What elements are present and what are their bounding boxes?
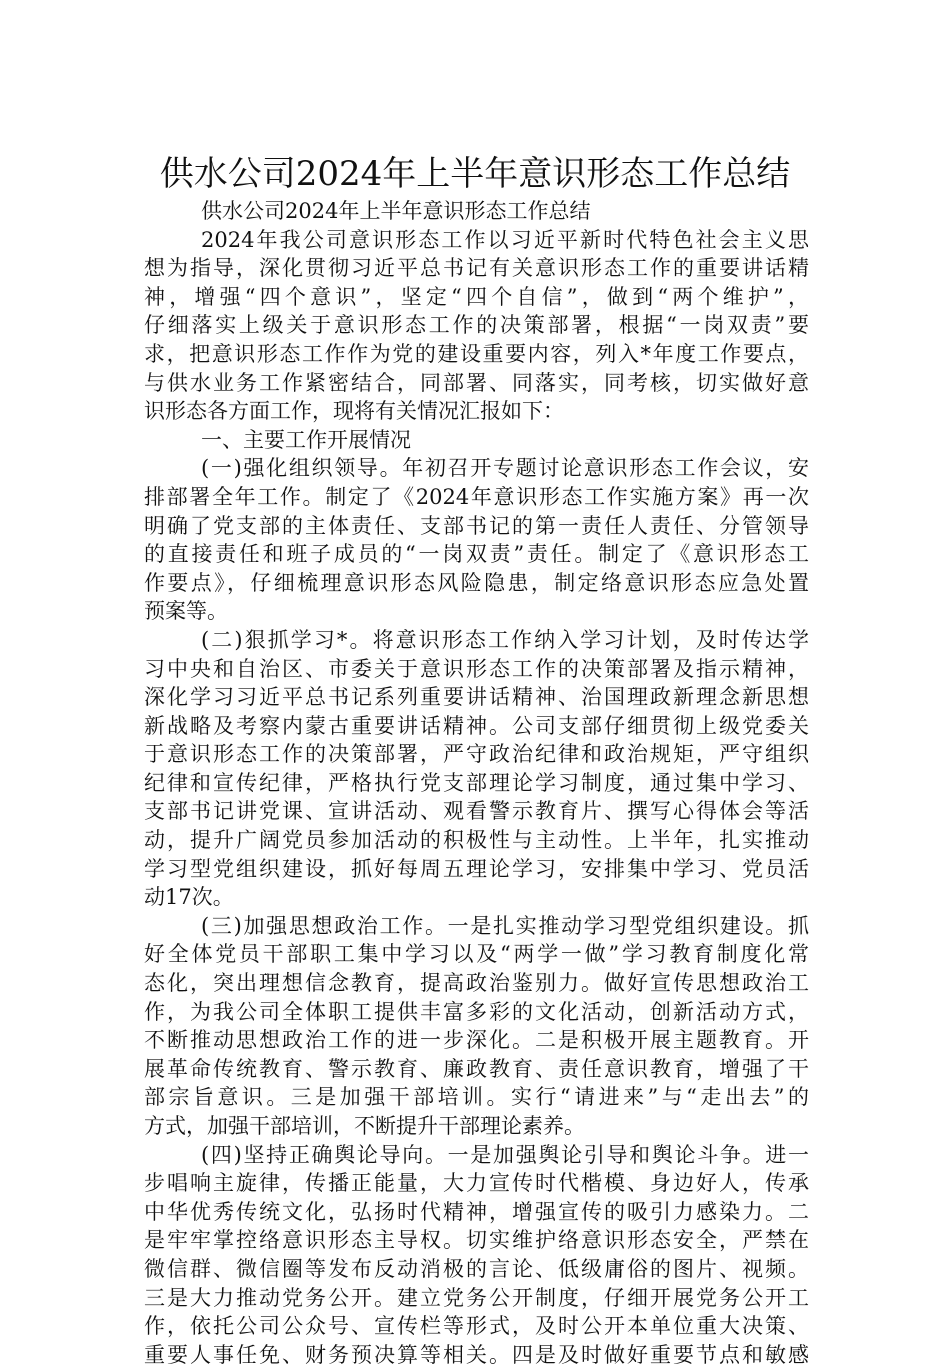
text-line: 习中央和自治区、市委关于意识形态工作的决策部署及指示精神， — [144, 656, 809, 681]
text-line: 中华优秀传统文化，弘扬时代精神，增强宣传的吸引力感染力。二 — [144, 1199, 809, 1224]
text-line: 好全体党员干部职工集中学习以及“两学一做”学习教育制度化常 — [144, 942, 809, 967]
text-line: 态化，突出理想信念教育，提高政治鉴别力。做好宣传思想政治工 — [144, 971, 809, 996]
text-line: 求，把意识形态工作作为党的建设重要内容，列入*年度工作要点， — [144, 341, 809, 366]
text-line: 仔细落实上级关于意识形态工作的决策部署，根据“一岗双责”要 — [144, 313, 809, 338]
text-line: 作要点》，仔细梳理意识形态风险隐患，制定络意识形态应急处置 — [144, 570, 809, 595]
document-title: 供水公司2024年上半年意识形态工作总结 — [159, 153, 791, 194]
text-line: 预案等。 — [144, 599, 228, 624]
text-line: (三)加强思想政治工作。一是扎实推动学习型党组织建设。抓 — [201, 913, 809, 938]
text-line: 动17次。 — [144, 885, 234, 910]
text-line: 三是大力推动党务公开。建立党务公开制度，仔细开展党务公开工 — [144, 1285, 809, 1310]
text-line: (一)强化组织领导。年初召开专题讨论意识形态工作会议，安 — [201, 456, 809, 481]
text-line: 于意识形态工作的决策部署，严守政治纪律和政治规矩，严守组织 — [144, 742, 809, 767]
text-line: (四)坚持正确舆论导向。一是加强舆论引导和舆论斗争。进一 — [201, 1142, 809, 1167]
document-body — [144, 197, 809, 1369]
text-line: 的直接责任和班子成员的“一岗双责”责任。制定了《意识形态工 — [144, 542, 809, 567]
section-heading: 一、主要工作开展情况 — [201, 427, 411, 452]
text-line: 重要人事任免、财务预决算等相关。四是及时做好重要节点和敏感 — [144, 1342, 809, 1367]
subtitle-line: 供水公司2024年上半年意识形态工作总结 — [201, 199, 591, 223]
text-line: 微信群、微信圈等发布反动消极的言论、低级庸俗的图片、视频。 — [144, 1256, 809, 1281]
text-line: 纪律和宣传纪律，严格执行党支部理论学习制度，通过集中学习、 — [144, 770, 809, 795]
text-line: 步唱响主旋律，传播正能量，大力宣传时代楷模、身边好人，传承 — [144, 1171, 809, 1196]
text-line: 排部署全年工作。制定了《2024年意识形态工作实施方案》再一次 — [144, 484, 809, 509]
text-line: 展革命传统教育、警示教育、廉政教育、责任意识教育，增强了干 — [144, 1056, 809, 1081]
text-line: 作，为我公司全体职工提供丰富多彩的文化活动，创新活动方式， — [144, 999, 809, 1024]
text-line: 明确了党支部的主体责任、支部书记的第一责任人责任、分管领导 — [144, 513, 809, 538]
text-line: 不断推动思想政治工作的进一步深化。二是积极开展主题教育。开 — [144, 1028, 809, 1053]
text-line: 方式，加强干部培训，不断提升干部理论素养。 — [144, 1114, 585, 1138]
text-line: 新战略及考察内蒙古重要讲话精神。公司支部仔细贯彻上级党委关 — [144, 713, 809, 738]
text-line: 与供水业务工作紧密结合，同部署、同落实，同考核，切实做好意 — [144, 370, 809, 395]
text-line: 识形态各方面工作，现将有关情况汇报如下： — [144, 399, 564, 424]
text-line: (二)狠抓学习*。将意识形态工作纳入学习计划，及时传达学 — [201, 627, 809, 652]
text-line: 2024年我公司意识形态工作以习近平新时代特色社会主义思 — [201, 227, 809, 252]
text-line: 动，提升广阔党员参加活动的积极性与主动性。上半年，扎实推动 — [144, 828, 809, 853]
text-line: 支部书记讲党课、宣讲活动、观看警示教育片、撰写心得体会等活 — [144, 799, 809, 824]
text-line: 作，依托公司公众号、宣传栏等形式，及时公开本单位重大决策、 — [144, 1314, 809, 1339]
text-line: 深化学习习近平总书记系列重要讲话精神、治国理政新理念新思想 — [144, 685, 809, 710]
text-line: 学习型党组织建设，抓好每周五理论学习，安排集中学习、党员活 — [144, 856, 809, 881]
text-line: 神，增强“四个意识”，坚定“四个自信”，做到“两个维护”， — [144, 284, 809, 309]
text-line: 想为指导，深化贯彻习近平总书记有关意识形态工作的重要讲话精 — [144, 256, 809, 281]
text-line: 是牢牢掌控络意识形态主导权。切实维护络意识形态安全，严禁在 — [144, 1228, 809, 1253]
text-line: 部宗旨意识。三是加强干部培训。实行“请进来”与“走出去”的 — [144, 1085, 809, 1110]
